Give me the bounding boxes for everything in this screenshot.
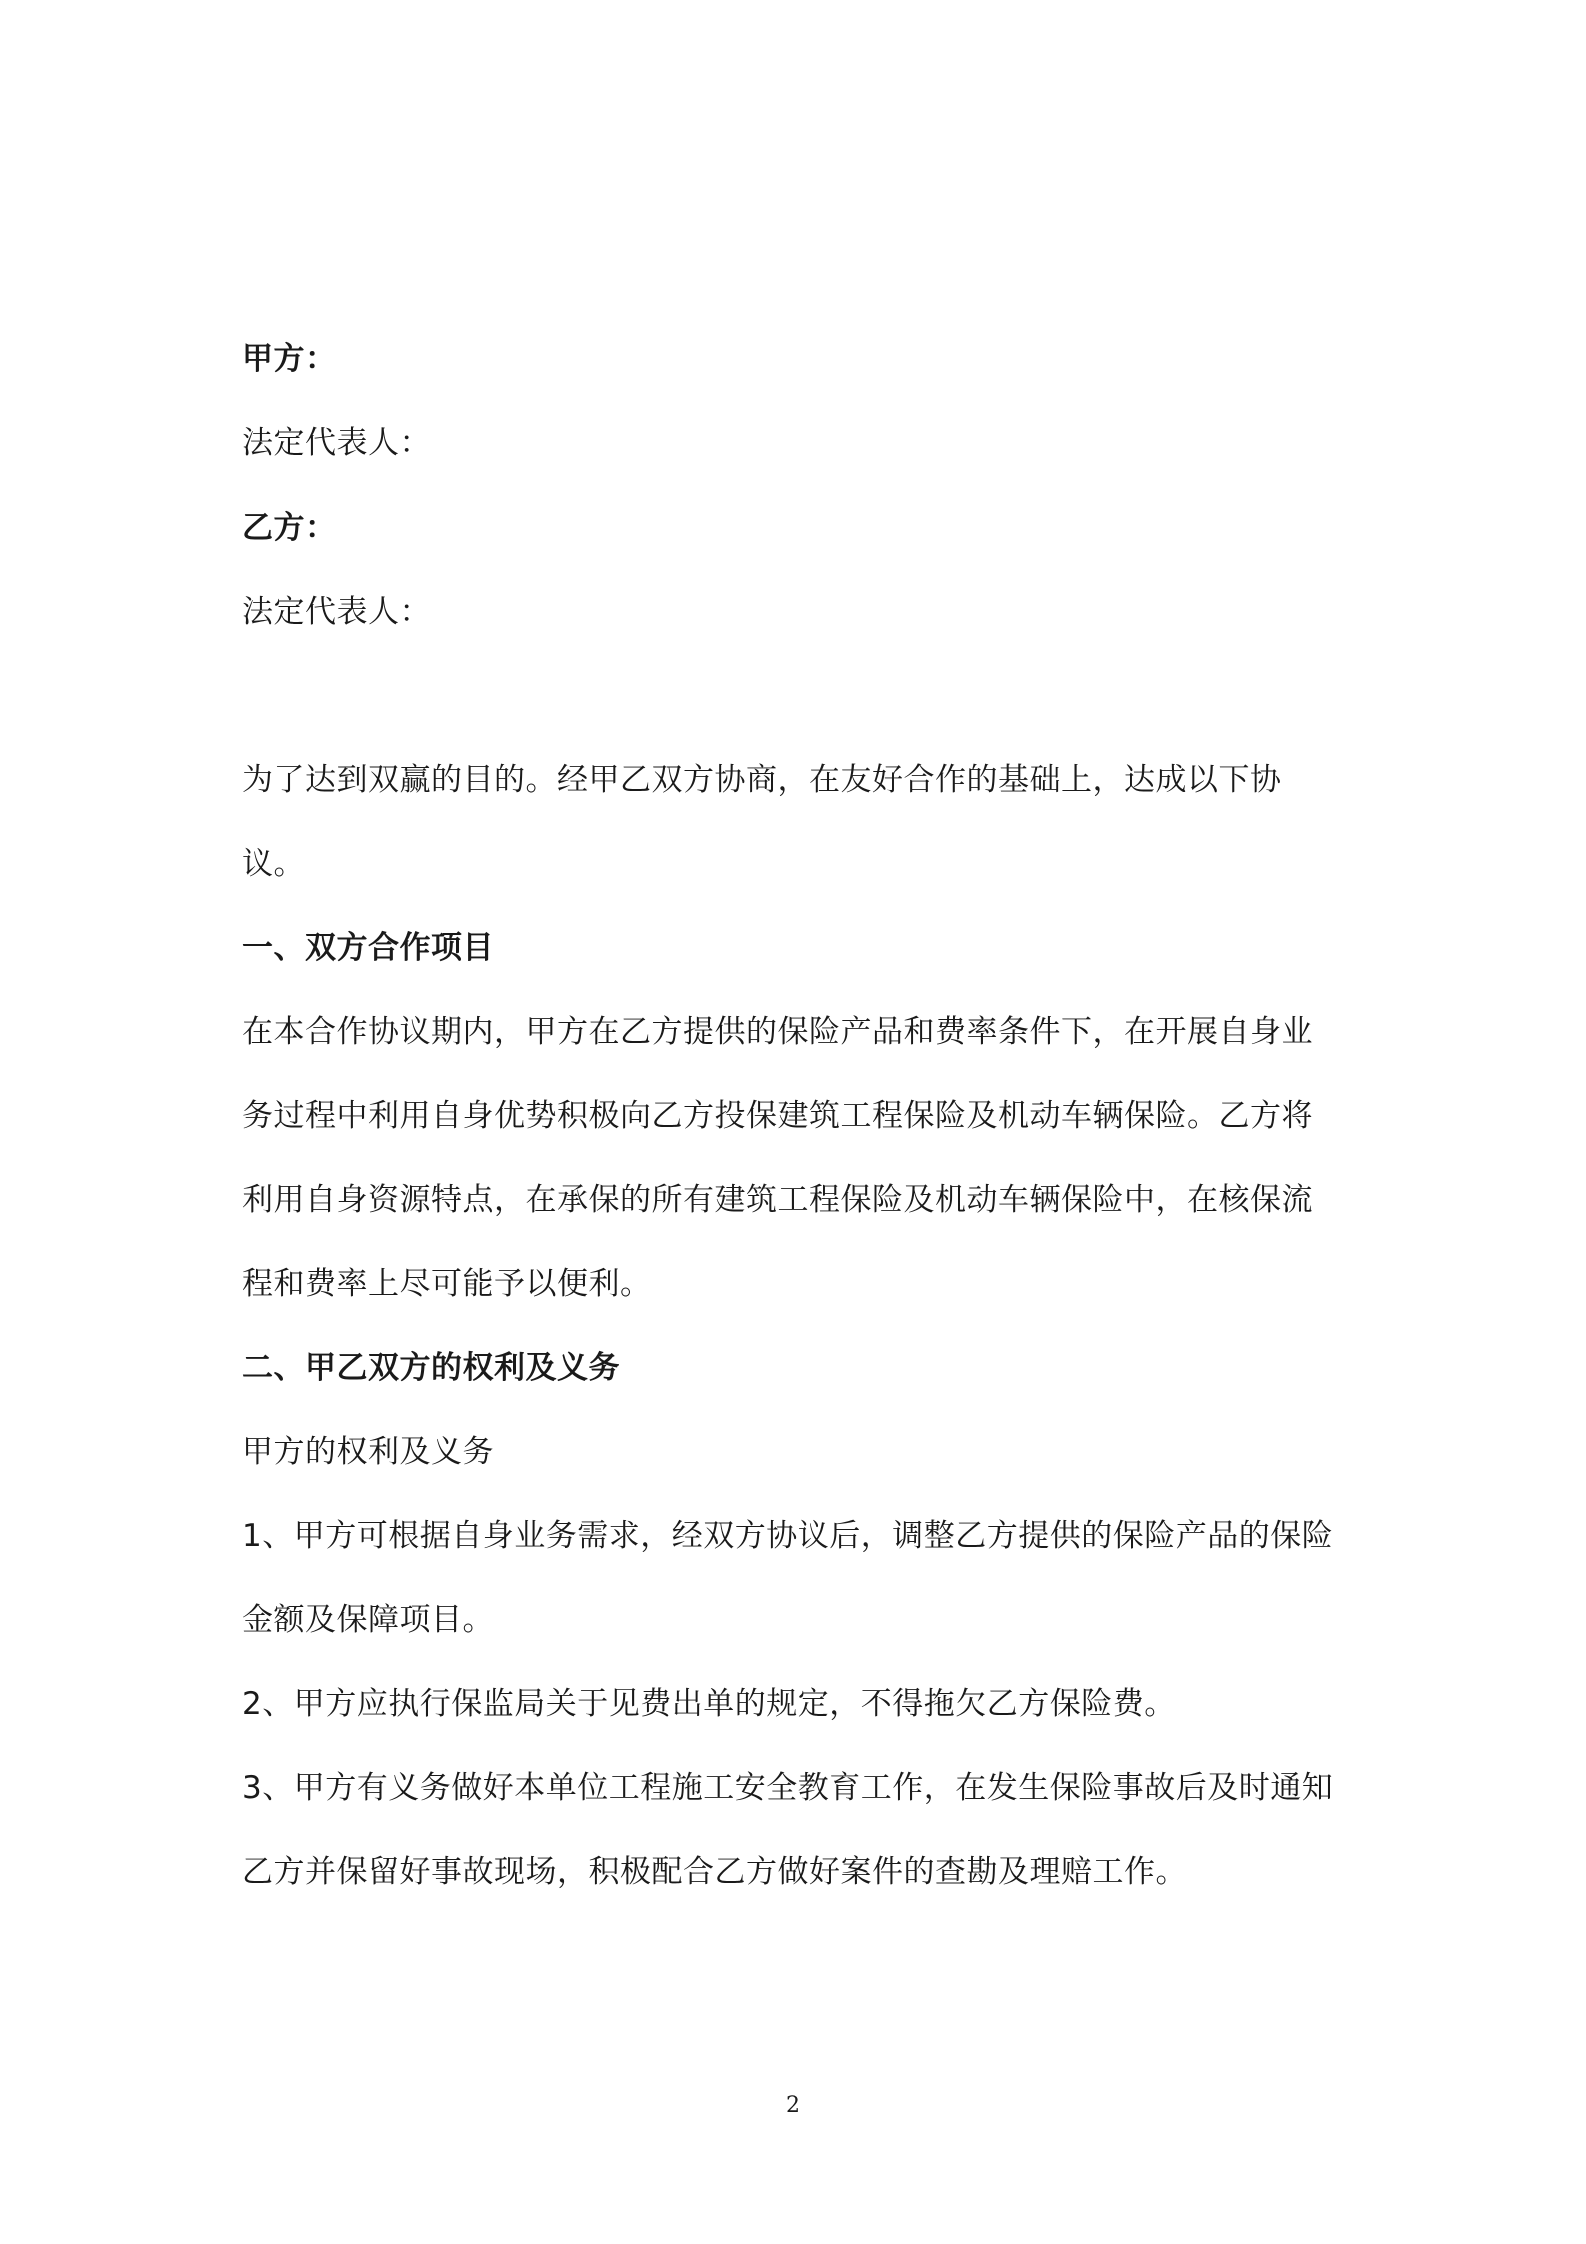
section-1-line-2: 务过程中利用自身优势积极向乙方投保建筑工程保险及机动车辆保险。乙方将 — [242, 1098, 1313, 1134]
section-2-item-3-line-1: 3、甲方有义务做好本单位工程施工安全教育工作，在发生保险事故后及时通知 — [242, 1770, 1334, 1806]
intro-line-1: 为了达到双赢的目的。经甲乙双方协商，在友好合作的基础上，达成以下协 — [242, 762, 1282, 798]
section-2-heading: 二、甲乙双方的权利及义务 — [242, 1350, 620, 1386]
section-1-line-4: 程和费率上尽可能予以便利。 — [242, 1266, 652, 1302]
party-b-representative-label: 法定代表人： — [242, 594, 431, 630]
intro-line-2: 议。 — [242, 846, 305, 882]
page-number: 2 — [786, 2093, 800, 2118]
section-2-subheading: 甲方的权利及义务 — [242, 1434, 494, 1470]
section-2-item-3-line-2: 乙方并保留好事故现场，积极配合乙方做好案件的查勘及理赔工作。 — [242, 1854, 1187, 1890]
party-a-label: 甲方： — [242, 341, 337, 377]
party-a-representative-label: 法定代表人： — [242, 425, 431, 461]
party-b-label: 乙方： — [242, 510, 337, 546]
section-1-heading: 一、双方合作项目 — [242, 930, 494, 966]
section-2-item-1-line-1: 1、甲方可根据自身业务需求，经双方协议后，调整乙方提供的保险产品的保险 — [242, 1518, 1334, 1554]
section-2-item-1-line-2: 金额及保障项目。 — [242, 1602, 494, 1638]
section-2-item-2: 2、甲方应执行保监局关于见费出单的规定，不得拖欠乙方保险费。 — [242, 1686, 1176, 1722]
section-1-line-1: 在本合作协议期内，甲方在乙方提供的保险产品和费率条件下，在开展自身业 — [242, 1014, 1313, 1050]
section-1-line-3: 利用自身资源特点，在承保的所有建筑工程保险及机动车辆保险中，在核保流 — [242, 1182, 1313, 1218]
